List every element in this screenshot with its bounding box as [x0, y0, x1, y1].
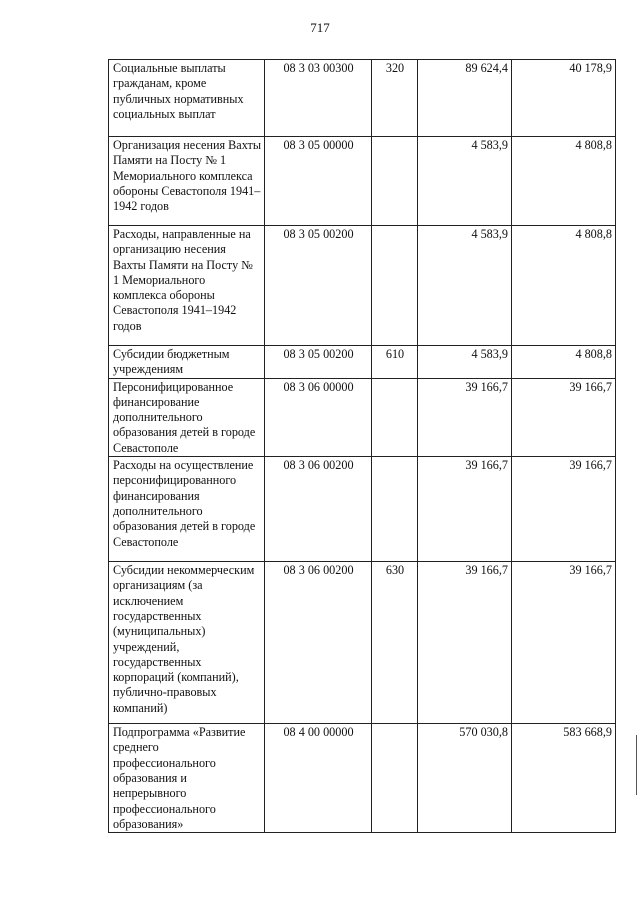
row-amount-year-1: 4 583,9 [418, 226, 512, 346]
row-name: Расходы на осуществление персонифицированного финансирования дополнительного образования детей в городе Севастополе [109, 457, 265, 562]
table-row [109, 724, 616, 833]
table-row [109, 60, 616, 137]
row-amount-year-1: 4 583,9 [418, 346, 512, 379]
row-amount-year-2: 39 166,7 [512, 457, 616, 562]
row-target-code: 08 4 00 00000 [265, 724, 372, 833]
row-target-code: 08 3 06 00200 [265, 457, 372, 562]
row-name: Расходы, направленные на организацию несения Вахты Памяти на Посту № 1 Мемориального комплекса обороны Севастополя 1941–1942 годов [109, 226, 265, 346]
row-target-code: 08 3 05 00200 [265, 346, 372, 379]
row-amount-year-1: 570 030,8 [418, 724, 512, 833]
row-expense-type [372, 226, 418, 346]
budget-table [108, 59, 616, 833]
row-name: Субсидии некоммерческим организациям (за исключением государственных (муниципальных) учреждений, государственных корпораций (компаний), публично-правовых компаний) [109, 562, 265, 724]
table-row [109, 226, 616, 346]
row-target-code: 08 3 06 00200 [265, 562, 372, 724]
row-expense-type: 610 [372, 346, 418, 379]
row-amount-year-2: 40 178,9 [512, 60, 616, 137]
row-name: Подпрограмма «Развитие среднего профессионального образования и непрерывного профессионального образования» [109, 724, 265, 833]
row-expense-type: 630 [372, 562, 418, 724]
row-name: Социальные выплаты гражданам, кроме публичных нормативных социальных выплат [109, 60, 265, 137]
row-amount-year-1: 39 166,7 [418, 378, 512, 456]
row-amount-year-2: 4 808,8 [512, 137, 616, 226]
table-row [109, 457, 616, 562]
row-expense-type [372, 724, 418, 833]
row-target-code: 08 3 05 00000 [265, 137, 372, 226]
row-expense-type [372, 457, 418, 562]
row-amount-year-1: 89 624,4 [418, 60, 512, 137]
row-amount-year-2: 583 668,9 [512, 724, 616, 833]
table-row [109, 378, 616, 456]
table-row [109, 346, 616, 379]
row-expense-type [372, 137, 418, 226]
row-target-code: 08 3 05 00200 [265, 226, 372, 346]
row-name: Персонифицированное финансирование дополнительного образования детей в городе Севастополе [109, 378, 265, 456]
page-number: 717 [310, 20, 330, 35]
budget-table-container [108, 59, 616, 833]
row-amount-year-2: 39 166,7 [512, 378, 616, 456]
row-target-code: 08 3 03 00300 [265, 60, 372, 137]
row-amount-year-2: 39 166,7 [512, 562, 616, 724]
row-expense-type [372, 378, 418, 456]
row-amount-year-1: 4 583,9 [418, 137, 512, 226]
row-amount-year-2: 4 808,8 [512, 346, 616, 379]
table-row [109, 137, 616, 226]
row-amount-year-1: 39 166,7 [418, 457, 512, 562]
row-name: Организация несения Вахты Памяти на Посту № 1 Мемориального комплекса обороны Севастополя 1941–1942 годов [109, 137, 265, 226]
row-expense-type: 320 [372, 60, 418, 137]
scan-edge-line [636, 735, 637, 795]
row-amount-year-2: 4 808,8 [512, 226, 616, 346]
row-target-code: 08 3 06 00000 [265, 378, 372, 456]
table-row [109, 562, 616, 724]
row-name: Субсидии бюджетным учреждениям [109, 346, 265, 379]
row-amount-year-1: 39 166,7 [418, 562, 512, 724]
